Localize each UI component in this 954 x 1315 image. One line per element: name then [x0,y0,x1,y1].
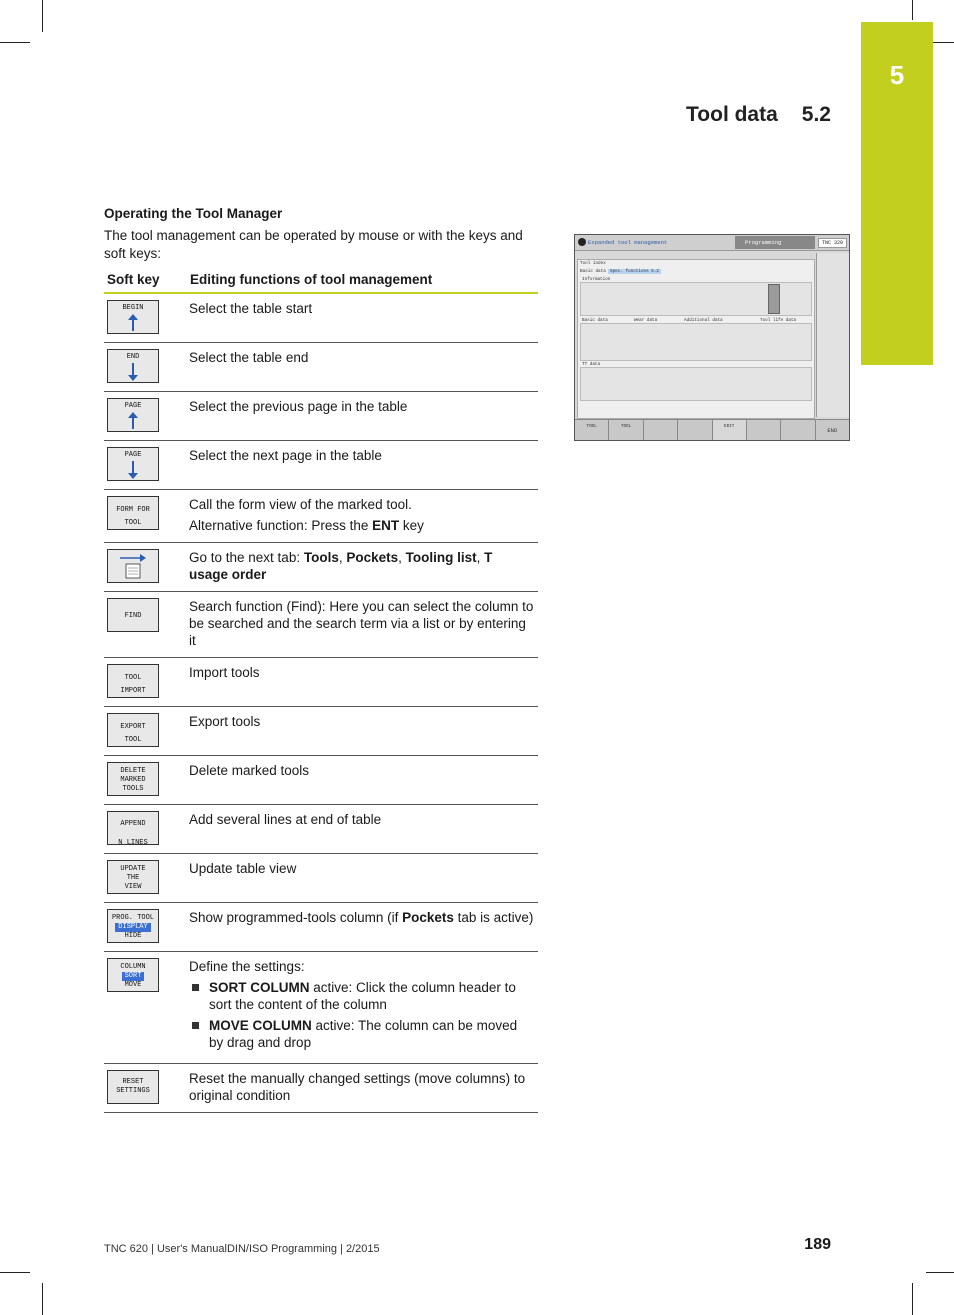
row-desc: Define the settings: [189,959,305,974]
table-row [104,592,538,658]
softkey-label: BEGIN [122,304,144,312]
tool-life-section: Tool life data [760,318,797,323]
crop-mark [912,0,913,20]
row-desc: Call the form view of the marked tool. [189,497,412,512]
softkey-active-label: DISPLAY [115,923,150,932]
next-tab-icon [108,550,158,582]
row-desc: Select the next page in the table [187,441,538,490]
crop-mark [926,1272,954,1273]
table-row [104,392,538,441]
screen-softkey[interactable]: END [827,427,838,434]
row-desc: Select the table start [187,293,538,343]
row-desc: Show programmed-tools column (if Pockets tab is active) [187,903,538,952]
tab-name-pockets: Pockets [402,910,454,925]
data-box [580,323,812,361]
table-row [104,490,538,543]
header-section: 5.2 [801,103,831,126]
row-desc: Import tools [187,658,538,707]
softkey-active-label: SORT [122,972,145,981]
row-desc: Select the table end [187,343,538,392]
tab-name-tools: Tools [303,550,339,565]
softkey-label: N LINES [118,839,148,847]
softkey-label: MARKED [120,776,146,784]
crop-mark [42,0,43,32]
table-header-row [104,270,538,293]
power-icon [578,238,586,246]
tt-section: TT data [582,362,601,367]
settings-list [189,979,535,1051]
delete-marked-tools-softkey[interactable] [107,762,159,796]
row-desc: Export tools [187,707,538,756]
softkey-label: PAGE [124,402,142,410]
tab-name-t-usage-order: T usage order [189,550,493,582]
softkey-label: HIDE [124,932,142,940]
table-row [104,1064,538,1113]
chapter-tab [861,22,933,365]
begin-softkey[interactable] [107,300,159,334]
softkey-label: IMPORT [120,687,146,695]
softkey-label: PAGE [124,451,142,459]
screen-softkey[interactable] [747,420,781,441]
softkey-label: END [126,353,140,361]
tool-image [768,284,780,314]
table-row [104,441,538,490]
softkey-label: FORM FOR [116,506,150,514]
softkey-label: APPEND [120,820,146,828]
mode-label: Programming [735,236,815,249]
softkey-label: PROG. TOOL [111,914,154,922]
table-row [104,903,538,952]
form-for-tool-softkey[interactable] [107,496,159,530]
wear-section: Wear data [634,318,658,323]
softkey-label: RESET [122,1078,144,1086]
screen-main-area [577,259,815,419]
chapter-number: 5 [889,60,905,90]
column-sort-move-softkey[interactable] [107,958,159,992]
softkey-label: EXPORT [120,723,146,731]
table-row [104,543,538,592]
softkey-label: TOOL [124,519,142,527]
softkey-label: THE [126,874,140,882]
screen-softkey[interactable]: EDIT [713,420,747,441]
tt-box [580,367,812,401]
screen-softkey[interactable] [678,420,712,441]
end-softkey[interactable] [107,349,159,383]
find-softkey[interactable] [107,598,159,632]
list-item: SORT COLUMN active: Click the column header to sort the content of the column [189,979,535,1013]
row-desc: Add several lines at end of table [187,805,538,854]
screen-side-panel [816,253,850,417]
page-up-softkey[interactable] [107,398,159,432]
table-row [104,805,538,854]
screen-softkey[interactable] [644,420,678,441]
table-row [104,854,538,903]
screen-title: Expanded tool management [588,239,668,246]
softkey-label: DELETE [120,767,146,775]
softkey-label: VIEW [124,883,142,891]
intro-text: The tool management can be operated by mouse or with the keys and soft keys: [104,228,523,261]
softkey-label: FIND [124,612,142,620]
screen-softkey-bar [575,419,849,441]
table-row [104,952,538,1064]
crop-mark [0,1272,30,1273]
row-desc: Delete marked tools [187,756,538,805]
screen-title-bar [575,235,849,251]
info-section: Information [582,277,611,282]
model-label: TNC 320 [818,238,847,248]
row-desc: Update table view [187,854,538,903]
screen-softkey[interactable] [781,420,815,441]
page-number: 189 [804,1236,831,1253]
crop-mark [0,42,30,43]
col-softkey-header: Soft key [104,270,187,293]
softkey-label: TOOLS [122,785,144,793]
tab-basic: Basic data [580,269,606,274]
running-header [686,103,831,127]
footer: TNC 620 | User's ManualDIN/ISO Programming | 2/2015 [104,1243,380,1255]
tool-management-screenshot [574,234,850,441]
softkey-label: TOOL [124,674,142,682]
row-desc: Go to the next tab: Tools, Pockets, Tooling list, T usage order [187,543,538,592]
tab-name-tooling-list: Tooling list [405,550,477,565]
softkey-label: UPDATE [120,865,146,873]
basic-section: Basic data [582,318,608,323]
ent-key-name: ENT [372,518,400,533]
table-row [104,707,538,756]
additional-section: Additional data [684,318,723,323]
list-item: MOVE COLUMN active: The column can be moved by drag and drop [189,1017,535,1051]
col-function-header: Editing functions of tool management [187,270,538,293]
row-desc: Reset the manually changed settings (move columns) to original condition [187,1064,538,1113]
screen-softkey[interactable]: TOOL [575,420,609,441]
softkey-label: MOVE [124,981,142,989]
tab-spec: Spec. functions 5.2 [610,269,659,274]
softkey-table [104,270,538,1113]
append-n-lines-softkey[interactable] [107,811,159,845]
crop-mark [912,1283,913,1315]
table-row [104,756,538,805]
header-title: Tool data [686,103,778,126]
section-heading: Operating the Tool Manager [104,206,283,221]
tool-import-softkey[interactable] [107,664,159,698]
table-row [104,658,538,707]
prog-tool-display-softkey[interactable] [107,909,159,943]
screen-softkey[interactable]: TOOL [609,420,643,441]
export-tool-softkey[interactable] [107,713,159,747]
tab-name-pockets: Pockets [346,550,399,565]
crop-mark [42,1283,43,1315]
softkey-label: TOOL [124,736,142,744]
tab-index: Tool index [580,261,606,266]
row-desc: Search function (Find): Here you can select the column to be searched and the search term via a list or by entering it [187,592,538,658]
softkey-label: COLUMN [120,963,146,971]
table-row [104,343,538,392]
softkey-label: SETTINGS [116,1087,150,1095]
next-tab-softkey[interactable] [107,549,159,583]
row-desc-alt: Alternative function: Press the ENT key [189,518,424,533]
reset-settings-softkey[interactable] [107,1070,159,1104]
update-view-softkey[interactable] [107,860,159,894]
row-desc: Select the previous page in the table [187,392,538,441]
page-down-softkey[interactable] [107,447,159,481]
table-row [104,293,538,343]
